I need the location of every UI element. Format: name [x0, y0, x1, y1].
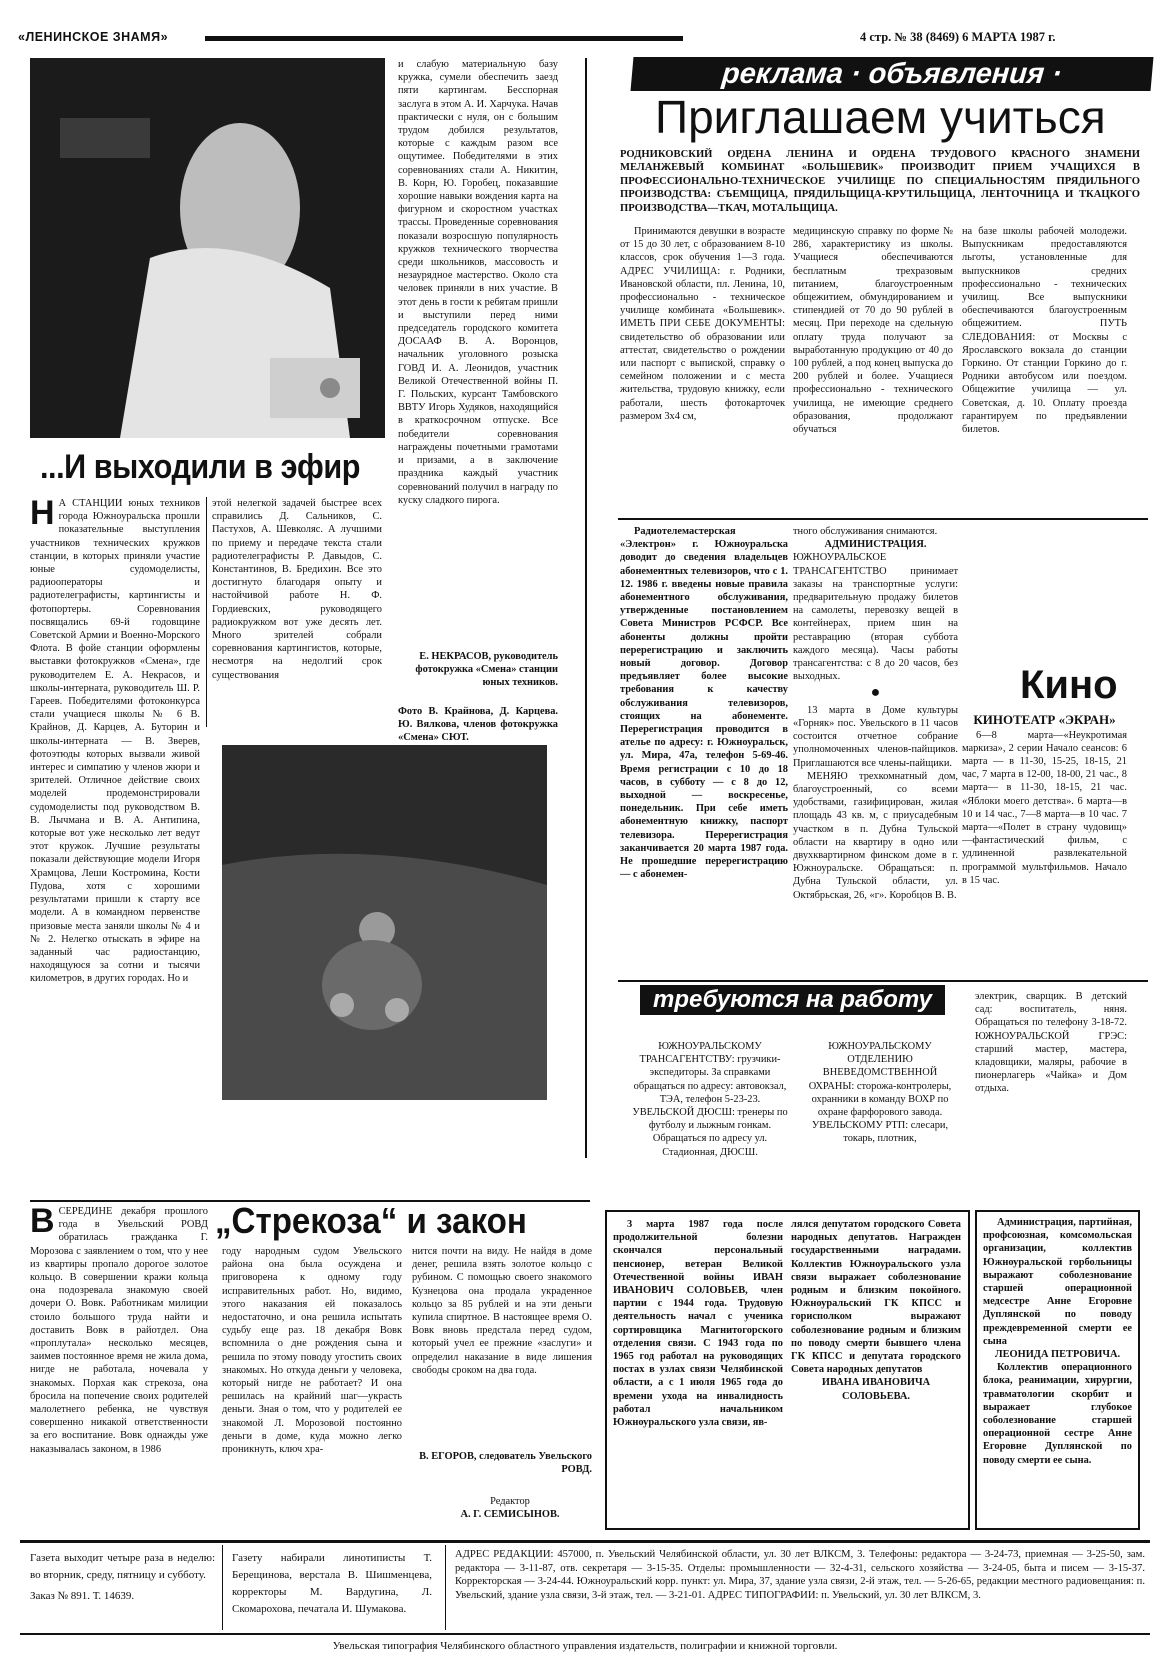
- footer-divider-1: [222, 1545, 223, 1630]
- col-divider: [206, 497, 207, 727]
- kino-text: 6—8 марта—«Неукротимая маркиза», 2 серии Начало сеансов: 6 марта — в 11-30, 15-25, 18-15, 21 час, 7 марта в 12-00, 18-00, 21 час., 8 марта— в 11-30, 18-15, 21 час. «Яблоки моего детства». 6 марта—в 10 и 14 час., 7—8 марта—в 10 час. 7 марта—«Полет в страну чудовищ» —фантастический фильм, с удлиненной развлекательной программой мультфильмов. Начало в 15 час.: [962, 729, 1127, 886]
- agency-text: ЮЖНОУРАЛЬСКОЕ ТРАНСАГЕНТСТВО принимает заказы на транспортные услуги: предварительную продажу билетов на самолеты, перевозку вещей в контейнерах, прием шин на реставрацию (вторая суббота каждого месяца). Часы работы трансагентства: с 8 до 20 часов, без выходных.: [793, 552, 958, 683]
- jobs-banner: требуются на работу: [640, 985, 945, 1015]
- efir-title: ...И выходили в эфир: [40, 448, 360, 486]
- radio-operator-image: [30, 58, 385, 438]
- editor-label: Редактор: [490, 1496, 530, 1507]
- efir-col1-text: А СТАНЦИИ юных техников города Южноуральска прошли показательные выступления участников технических кружков станции, в которых приняли участие юные судомоделисты, радиооператоры и радиотелеграфисты, картингисты и фотопортеры. Соревнования посвящались 69-й годовщине Советской Армии и Военно-Морского Флота. В фойе станции оформлены выставки фотокружков «Смена», где руководителем Е. А. Некрасов, и школы-интерната, руководитель Ш. Р. Гареев. Победителями фотоконкурса стали учащиеся школы № 6 В. Крайнов, Д. Карцев, А. Буторин и школы-интерната — В. Зверев, фотоэтюды которых вызвали живой интерес и симпатию у членов жюри и зрителей. Отличное действие своих моделей продемонстрировали судомоделисты под руководством В. В. Лычмана и В. А. Антипина, которые вот уже несколько лет ведут этот кружок. Лучшие результаты показали действующие модели Игоря Храмцова, Леши Костромина, Кости Пудова, хотя с хорошими результатами пришли к старту все модели. А в командном первенстве призовые места заняли школы № 4 и № 2. Нелегко отыскать в эфире на заданный час радиостанцию, находящуюся за сотни и тысячи километров, в других городах. Но и: [30, 498, 200, 985]
- telemaster-text: Радиотелемастерская «Электрон» г. Южноуральска доводит до сведения владельцев абонементных телевизоров, что с 1. 12. 1986 г. введены новые правила абонементного обслуживания, утвержденные постановлением Совета Министров РСФСР. Все абоненты должны пройти перерегистрацию и заключить новый договор. Договор предъявляет более высокие требования к качеству обслуживания телевизоров, стоящих на абонементе. Перерегистрация проводится в ателье по адресу: г. Южноуральск, ул. Мира, 47а, телефон 5-69-46. Время регистрации с 10 до 18 часов, в субботу — с 8 до 12, выходной — воскресенье, понедельник. При себе иметь абонементную книжку, паспорт телевизора. Перерегистрация заканчивается 20 марта 1987 года. Не прошедшие перерегистрацию — с абонемен-: [620, 526, 788, 881]
- jobs-col1-text: ЮЖНОУРАЛЬСКОМУ ТРАНСАГЕНТСТВУ: грузчики-экспедиторы. За справками обращаться по адресу: автовокзал, ТЭА, телефон 5-23-23. УВЕЛЬСКОЙ ДЮСШ: тренеры по футболу и лыжным гонкам. Обращаться по адресу ул. Стадионная, ДЮСШ.: [632, 1041, 788, 1158]
- obituary-box-2: [975, 1210, 1140, 1530]
- radio-operator-photo: [30, 58, 385, 438]
- model-photo: [222, 745, 547, 1100]
- paper-name: «ЛЕНИНСКОЕ ЗНАМЯ»: [18, 30, 169, 44]
- editor: [430, 1495, 590, 1521]
- efir-col2-text: этой нелегкой задачей быстрее всех справились Д. Сальников, С. Пастухов, А. Шевколяс. А лучшими по приему и передаче текста стали радиотелеграфисты Р. Давыдов, С. Константинов, В. Бредихин. Все это достигнуто благодаря опыту и настойчивой работе Н. Ф. Гордиевских, руководящего радиокружком вот уже десять лет. Много зрителей собрали соревнования картингистов, которые, несмотря на недолгий срок существования: [212, 498, 382, 681]
- obituary-box-1: [605, 1210, 970, 1530]
- ads-lead: [620, 148, 1140, 215]
- efir-col3-text: и слабую материальную базу кружка, сумели обеспечить заезд пяти картингам. Бесспорная заслуга в этом А. И. Харчука. Начав практически с нуля, он с большим трудом добился результатов, которые с каждым разом все ощутимее. Победителями в этих соревнованиях стали А. Никитин, В. Корн, Ю. Горобец, показавшие хорошие навыки вождения карта на фигурном и скоростном участках трассы. Проведенные соревнования показали возросшую популярность кружков технического творчества среди школьников, массовость и незаурядное мастерство. Около ста человек приняли в них участие. В этот день в гости к ребятам пришли и выступили перед ними председатель городского комитета ДОСААФ В. А. Воронцов, начальник уголовного розыска ГОВД И. А. Леонидов, участник Великой Отечественной войны П. Г. Польских, курсант Тамбовского ВВТУ Игорь Худяков, находящийся в краткосрочном отпуске. Все победители соревнования награждены почетными грамотами и призами, а в заключение праздника каждый участник соревнований получил в награду по куску сладкого пирога.: [398, 59, 558, 506]
- jobs-col3: [975, 990, 1127, 1195]
- strekoza-col1: [30, 1205, 208, 1520]
- kino-theatre: КИНОТЕАТР «ЭКРАН»: [973, 712, 1116, 727]
- exchange-text: МЕНЯЮ трехкомнатный дом, благоустроенный, со всеми удобствами, газифицирован, жилая площадь 43 кв. м, с приусадебным участком в п. Дубна Тульской области на квартиру в одно или двухквартирном финском доме в г. Южноуральске. Обращаться: п. Дубна Тульской области, ул. Октябрьская, 26, «г». Коробцов В. В.: [793, 770, 958, 901]
- strekoza-col1-text: СЕРЕДИНЕ декабря прошлого года в Увельский РОВД обратилась гражданка Г. Морозова с заявлением о том, что у нее из квартиры пропало дорогое золотое кольцо. В совершении кражи кольца она подозревала знакомую своей дочери О. Вовк. Работникам милиции стоило большого труда найти и доставить Вовк в райотдел. Она «проплутала» несколько месяцев, заимев постоянное время не жила дома, нигде не работала, ночевала у знакомых. Порхая как стрекоза, она бросила на попечение своих родителей малолетнего ребенка, не чувствуя совершенно никакой ответственности за его воспитание. Вовк однажды уже наказывалась законом, в 1986: [30, 1206, 208, 1455]
- obituary2-name: ЛЕОНИДА ПЕТРОВИЧА.: [994, 1349, 1121, 1361]
- strekoza-col2-text: году народным судом Увельского района она была осуждена и приговорена к одному году исправительных работ. Но, видимо, этого наказания ей показалось недостаточно, и она решила испытать судьбу еще раз. 18 декабря Вовк вспомнила о дне рождения сына и решила по этому поводу угостить своих знакомых. Но откуда деньги у человека, который нигде не работает? И она решилась на крайний шаг—украсть деньги. Зная о том, что у родителей ее знакомой Л. Морозовой постоянно деньги в доме, куда можно легко проникнуть, ключ хра-: [222, 1246, 402, 1456]
- obituary1-name: ИВАНА ИВАНОВИЧА СОЛОВЬЕВА.: [821, 1377, 931, 1402]
- school-col3: [962, 225, 1127, 517]
- efir-col2: [212, 497, 382, 722]
- jobs-col3-text: электрик, сварщик. В детский сад: воспитатель, няня. Обращаться по телефону 3-18-72. ЮЖНОУРАЛЬСКОЙ ГРЭС: старший мастер, мастера, кладовщики, маляры, рабочие в пионерлагерь «Чайка» и Дом отдыха.: [975, 991, 1127, 1095]
- obituary2-text1: Администрация, партийная, профсоюзная, комсомольская организации, коллектив Южноуральской горбольницы выражают соболезнование старшей операционной медсестре Анне Егоровне Дуплянской по поводу преждевременной смерти ее сына: [983, 1217, 1132, 1347]
- efir-photo-credit: [398, 705, 558, 745]
- strekoza-col2: [222, 1245, 402, 1520]
- obituary1-col2: лялся депутатом городского Совета народных депутатов. Награжден государственными наградами. Коллектив Южноуральского узла связи выражает соболезнование родным и близким покойного. Южноуральский ГК КПСС и горисполком выражают соболезнование родным и близким по поводу смерти бывшего члена ГК КПСС и депутата городского Совета народных депутатов: [791, 1219, 961, 1376]
- jobs-col2: [800, 1040, 960, 1195]
- footer-printer-text: Увельская типография Челябинского областного управления издательств, полиграфии и книжной торговли.: [332, 1640, 838, 1652]
- efir-signature: [398, 650, 558, 690]
- strekoza-dropcap: В: [30, 1205, 55, 1240]
- telemaster-cont: тного обслуживания снимаются.: [793, 526, 938, 537]
- telemaster-col1: [620, 525, 788, 980]
- telemaster-col2: [793, 525, 958, 980]
- footer-address: [455, 1548, 1145, 1602]
- jobs-divider: [618, 980, 1148, 982]
- footer-typesetters-text: Газету набирали линотиписты Т. Берещинова, верстала В. Шишменцева, корректоры М. Вардугина, Л. Скомарохова, печатала И. Шумакова.: [232, 1552, 432, 1616]
- meeting-text: 13 марта в Доме культуры «Горняк» пос. Увельского в 11 часов состоится отчетное собрание уполномоченных членов-пайщиков. Приглашаются все члены-пайщики.: [793, 704, 958, 769]
- footer-schedule: [30, 1550, 215, 1605]
- footer-typesetters: [232, 1550, 432, 1618]
- footer-rule-top: [20, 1540, 1150, 1543]
- school-col1: [620, 225, 785, 517]
- telemaster-admin: АДМИНИСТРАЦИЯ.: [824, 539, 927, 551]
- strekoza-col3: [412, 1245, 592, 1445]
- issue-info: 4 стр. № 38 (8469) 6 МАРТА 1987 г.: [860, 30, 1056, 44]
- efir-col1: [30, 497, 200, 1107]
- footer-printer: [30, 1640, 1140, 1654]
- footer-address-text: АДРЕС РЕДАКЦИИ: 457000, п. Увельский Челябинской области, ул. 30 лет ВЛКСМ, 3. Телефоны: редактора — 3-24-73, приемная — 3-25-50, зам. редактора — 3-11-87, отв. секретаря — 3-15-35. Отделы: промышленности — 32-4-31, сельского хозяйства — 3-24-05, быта и писем — 3-15-37. Корректорская — 3-24-44. Южноуральский корр. пункт: ул. Мира, 37, здание узла связи, 2-й этаж, тел. — 5-26-65, редакции местного радиовещания: п. Увельский, здание узла связи, 3-й этаж, тел. — 3-21-01. АДРЕС ТИПОГРАФИИ: п. Увельский, ул. 30 лет ВЛКСМ, 3.: [455, 1549, 1145, 1601]
- kino-heading: Кино: [1020, 663, 1118, 707]
- ads-title: Приглашаем учиться: [655, 91, 1106, 143]
- ads-divider-v: [585, 58, 587, 1158]
- obituary2-text2: Коллектив операционного блока, реанимации, хирургии, травматологии скорбит и выражает глубокое соболезнование старшей операционной сестре Анне Егоровне Дуплянской по поводу смерти ее сына.: [983, 1362, 1132, 1466]
- strekoza-sig: [412, 1450, 592, 1476]
- jobs-col1: [630, 1040, 790, 1195]
- efir-dropcap: Н: [30, 497, 55, 532]
- school-col1-text: Принимаются девушки в возрасте от 15 до 30 лет, с образованием 8-10 классов, срок обучения 1—3 года. АДРЕС УЧИЛИЩА: г. Родники, Ивановской области, пл. Ленина, 10, профессионально - техническое училище комбината «Большевик». ИМЕТЬ ПРИ СЕБЕ ДОКУМЕНТЫ: свидетельство об образовании или аттестат, свидетельство о рождении или паспорт с выпиской, справку о семейном положении и с места жительства, трудовую книжку, если работали, шесть фотокарточек размером 3х4 см,: [620, 226, 785, 422]
- efir-signature-text: Е. НЕКРАСОВ, руководитель фотокружка «Смена» станции юных техников.: [415, 651, 558, 689]
- efir-col3: [398, 58, 558, 613]
- footer-divider-2: [445, 1545, 446, 1630]
- ads-banner: реклама · объявления ·: [631, 57, 1154, 91]
- masthead-rule: [205, 36, 683, 41]
- strekoza-sig-text: В. ЕГОРОВ, следователь Увельского РОВД.: [419, 1451, 592, 1476]
- efir-photo-credit-text: Фото В. Крайнова, Д. Карцева. Ю. Вялкова, членов фотокружка «Смена» СЮТ.: [398, 706, 558, 744]
- footer-order: Заказ № 891. Т. 14639.: [30, 1590, 135, 1603]
- school-col2: [793, 225, 953, 517]
- footer-rule-bottom: [20, 1633, 1150, 1635]
- school-col2-text: медицинскую справку по форме № 286, характеристику из школы. Учащиеся обеспечиваются бесплатным трехразовым питанием, благоустроенным общежитием, обмундированием и стипендией от 70 до 90 рублей в месяц. При переходе на сдельную оплату труда получают за выработанную продукцию от 40 до 100 рублей, а под конец выпуска до 200 рублей и более. Учащиеся профессионально - технического училища, не имеющие среднего образования, продолжают обучаться: [793, 226, 953, 436]
- model-image: [222, 745, 547, 1100]
- strekoza-col3-text: нится почти на виду. Не найдя в доме денег, решила взять золотое кольцо с рубином. С помощью своего знакомого Кузнецова она продала украденное кольцо за 85 рублей и на эти деньги купила спиртное. В настоящее время О. Вовк вновь предстала перед судом, который учел ее прежние «заслуги» и определил наказание в виде лишения свободы сроком на два года.: [412, 1246, 592, 1376]
- ads-lead-text: РОДНИКОВСКИЙ ОРДЕНА ЛЕНИНА И ОРДЕНА ТРУДОВОГО КРАСНОГО ЗНАМЕНИ МЕЛАНЖЕВЫЙ КОМБИНАТ «БОЛЬШЕВИК» ПРОИЗВОДИТ ПРИЕМ УЧАЩИХСЯ В ПРОФЕССИОНАЛЬНО-ТЕХНИЧЕСКОЕ УЧИЛИЩЕ ПО СПЕЦИАЛЬНОСТЯМ ПРЯДИЛЬНОГО ПРОИЗВОДСТВА: СЪЕМЩИЦА, ПРЯДИЛЬЩИЦА-КРУТИЛЬЩИЦА, ЛЕНТОЧНИЦА И ТКАЦКОГО ПРОИЗВОДСТВА—ТКАЧ, МОТАЛЬЩИЦА.: [620, 149, 1140, 214]
- jobs-col2-text: ЮЖНОУРАЛЬСКОМУ ОТДЕЛЕНИЮ ВНЕВЕДОМСТВЕННОЙ ОХРАНЫ: сторожа-контролеры, охранники в команду ВОХР по охране фарфорового завода. УВЕЛЬСКОМУ РТП: слесари, токарь, плотник,: [808, 1041, 952, 1145]
- strekoza-title: „Стрекоза“ и закон: [215, 1200, 527, 1241]
- footer-schedule-text: Газета выходит четыре раза в неделю: во вторник, среду, пятницу и субботу.: [30, 1552, 215, 1582]
- editor-name: А. Г. СЕМИСЫНОВ.: [460, 1509, 560, 1521]
- bullet: ●: [870, 684, 881, 702]
- obituary1-col1: 3 марта 1987 года после продолжительной болезни скончался персональный пенсионер, ветеран Великой Отечественной войны ИВАН ИВАНОВИЧ СОЛОВЬЕВ, член партии с 1944 года. Трудовую деятельность начал с ученика сортировщика Магнитогорского отделения связи. С 1943 года по 1965 год работал на руководящих постах в узлах связи Челябинской области, а с 1 июля 1965 года до времени ухода на инвалидность работал начальником Южноуральского узла связи, яв-: [613, 1219, 783, 1429]
- kino-block: [962, 712, 1127, 980]
- ads-divider-h: [618, 518, 1148, 520]
- school-col3-text: на базе школы рабочей молодежи. Выпускникам предоставляются льготы, установленные для выпускников средних профессионально - технических училищ. Все выпускники обеспечиваются благоустроенным общежитием. ПУТЬ СЛЕДОВАНИЯ: от Москвы с Ярославского вокзала до станции Горкино. От станции Горкино до г. Родники автобусом или поездом. Общежитие училища — ул. Советская, д. 10. Оплату проезда гарантируем по предъявлении билетов.: [962, 226, 1127, 436]
